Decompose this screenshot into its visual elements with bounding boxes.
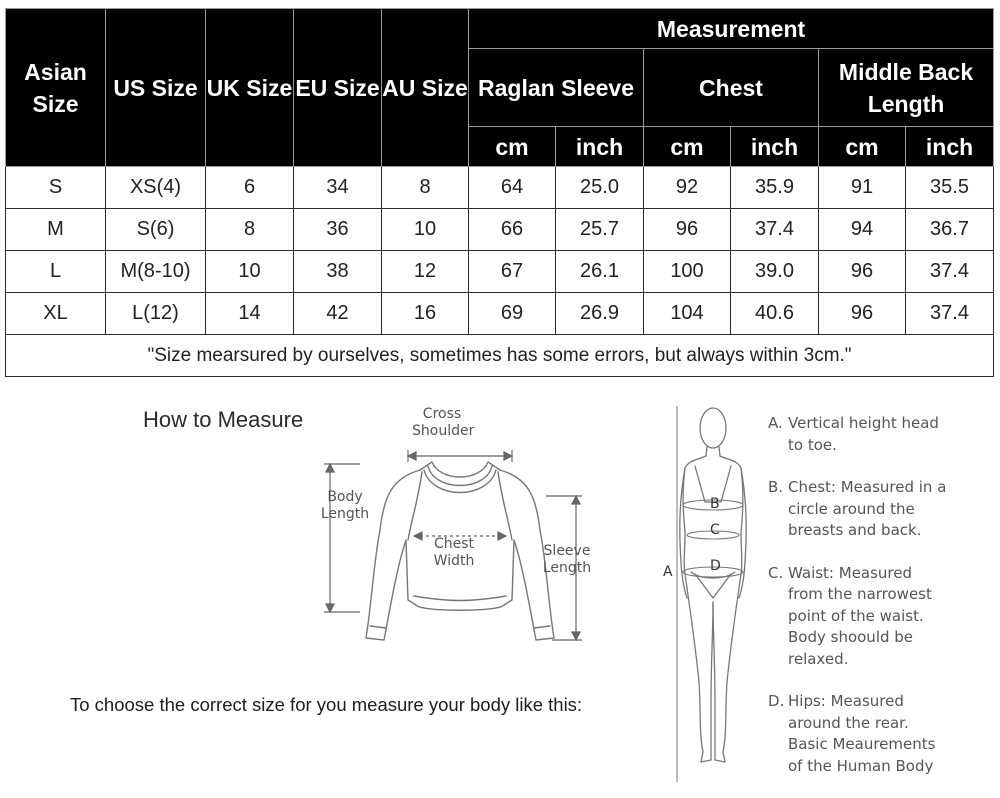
measure-instruction: To choose the correct size for you measure your body like this: [70,694,583,715]
guide-title: How to Measure [143,407,304,432]
table-cell: 26.1 [556,251,644,293]
table-cell: 96 [819,251,906,293]
header-raglan-sleeve: Raglan Sleeve [469,49,644,127]
table-cell: M(8-10) [106,251,206,293]
table-cell: 25.7 [556,209,644,251]
chest-width-label: Chest Width [433,536,475,569]
note-key: B. [768,478,784,496]
table-cell: 14 [206,293,294,335]
marker-b: B [710,496,720,512]
table-cell: 39.0 [731,251,819,293]
table-cell: L(12) [106,293,206,335]
header-unit-cm: cm [819,127,906,167]
table-row [6,293,994,335]
note-text: Hips: Measured around the rear. Basic Meaurements of the Human Body [788,692,936,775]
table-cell: 36.7 [906,209,994,251]
table-cell: 10 [382,209,469,251]
table-cell: 37.4 [906,251,994,293]
header-chest: Chest [644,49,819,127]
table-row [6,209,994,251]
table-cell: S [6,167,106,209]
table-cell: 38 [294,251,382,293]
header-unit-cm: cm [644,127,731,167]
table-cell: 91 [819,167,906,209]
table-cell: 64 [469,167,556,209]
header-uk-size: UK Size [206,9,294,167]
cross-shoulder-label: Cross Shoulder [412,406,475,439]
header-unit-inch: inch [906,127,994,167]
note-key: D. [768,692,785,710]
header-eu-size: EU Size [294,9,382,167]
note-text: Vertical height head to toe. [788,414,939,454]
table-cell: 67 [469,251,556,293]
table-cell: 94 [819,209,906,251]
note-key: C. [768,563,784,582]
table-cell: 16 [382,293,469,335]
header-us-size: US Size [106,9,206,167]
sleeve-length-label: Sleeve Length [542,543,592,576]
note-item [768,691,998,777]
table-cell: 96 [819,293,906,335]
table-cell: 96 [644,209,731,251]
table-cell: 100 [644,251,731,293]
body-length-label: Body Length [320,489,370,522]
table-cell: 25.0 [556,167,644,209]
table-cell: 37.4 [731,209,819,251]
header-middle-back-length: Middle Back Length [819,49,994,127]
table-cell: 8 [206,209,294,251]
table-cell: 66 [469,209,556,251]
header-au-size: AU Size [382,9,469,167]
table-cell: 10 [206,251,294,293]
table-cell: 34 [294,167,382,209]
table-cell: 35.9 [731,167,819,209]
marker-c: C [710,522,720,538]
table-cell: XL [6,293,106,335]
human-body-diagram [655,402,765,783]
measurement-notes [768,413,998,798]
table-cell: XS(4) [106,167,206,209]
table-cell: S(6) [106,209,206,251]
table-cell: 42 [294,293,382,335]
table-cell: 36 [294,209,382,251]
header-measurement: Measurement [469,9,994,49]
table-cell: 92 [644,167,731,209]
table-cell: 69 [469,293,556,335]
note-text: Chest: Measured in a circle around the breasts and back. [788,478,947,539]
header-unit-inch: inch [556,127,644,167]
table-row [6,167,994,209]
table-row [6,251,994,293]
note-item [768,563,998,671]
table-cell: 37.4 [906,293,994,335]
table-cell: 40.6 [731,293,819,335]
table-footnote: "Size mearsured by ourselves, sometimes has some errors, but always within 3cm." [6,335,994,377]
table-cell: 35.5 [906,167,994,209]
table-cell: 12 [382,251,469,293]
note-item [768,477,998,542]
table-cell: 26.9 [556,293,644,335]
header-asian-size: Asian Size [6,9,106,167]
note-key: A. [768,414,783,432]
table-cell: M [6,209,106,251]
size-chart-table [5,8,994,377]
note-item [768,413,998,456]
table-cell: L [6,251,106,293]
table-cell: 8 [382,167,469,209]
table-cell: 104 [644,293,731,335]
note-text: Waist: Measured from the narrowest point of the waist. Body shoould be relaxed. [788,563,932,668]
marker-a: A [663,564,673,580]
header-unit-cm: cm [469,127,556,167]
marker-d: D [710,558,721,574]
header-unit-inch: inch [731,127,819,167]
table-cell: 6 [206,167,294,209]
